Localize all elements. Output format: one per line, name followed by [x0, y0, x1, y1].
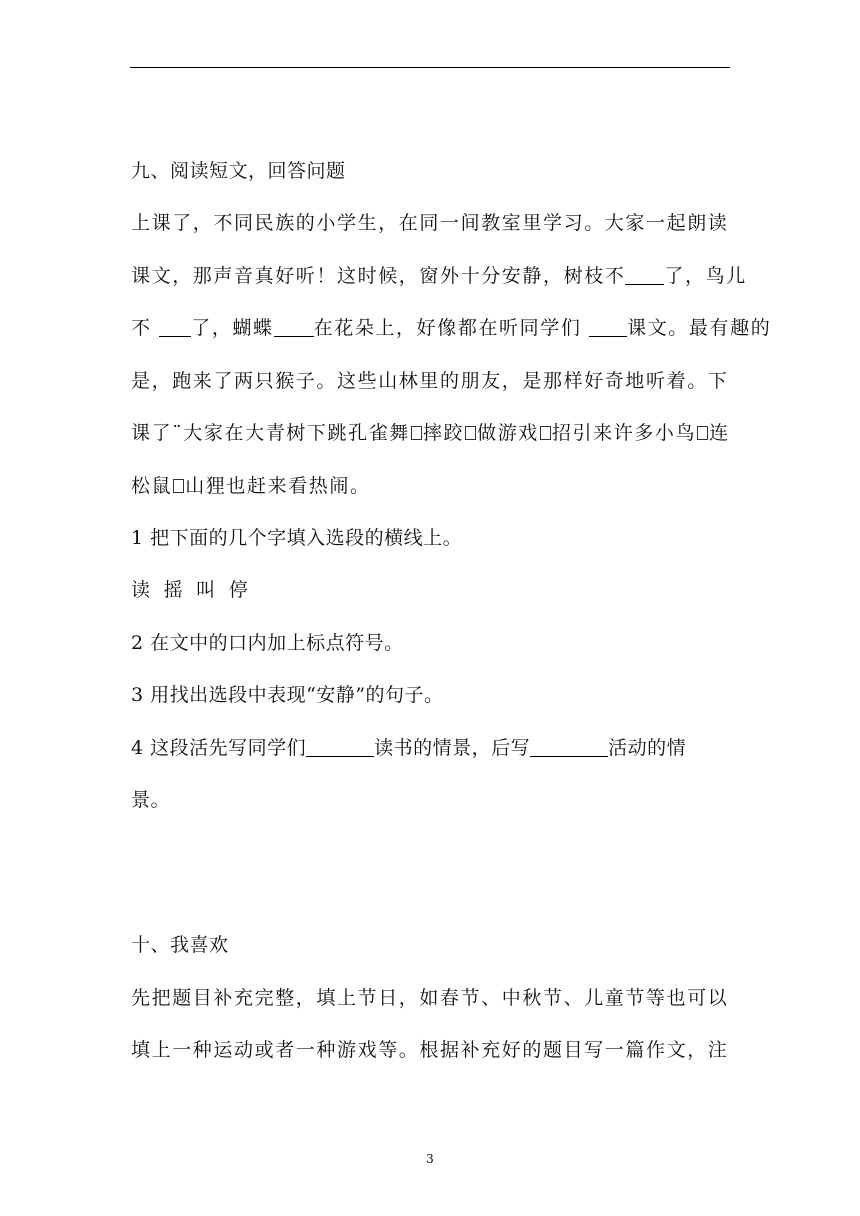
passage-text: 是，跑来了两只猴子。这些山林里的朋友，是那样好奇地听着。下 [131, 370, 729, 392]
passage-text: 连 [709, 422, 730, 444]
punctuation-box[interactable] [465, 426, 476, 440]
question-4 [131, 736, 686, 760]
passage-text: 不 [131, 317, 152, 339]
passage-line-2 [131, 264, 747, 288]
page-number: 3 [426, 1152, 434, 1166]
passage-line-5 [131, 421, 730, 445]
prompt-line-2: 填上一种运动或者一种游戏等。根据补充好的题目写一篇作文，注 [131, 1039, 729, 1061]
fill-blank-1[interactable] [625, 266, 664, 285]
passage-text: 了，蝴蝶 [191, 317, 274, 339]
passage-text: 课文，那声音真好听！这时候，窗外十分安静，树枝不 [131, 265, 626, 287]
section-10-heading: 十、我喜欢 [131, 934, 229, 956]
question-2: 2 在文中的口内加上标点符号。 [131, 632, 404, 654]
question-text: 4 这段活先写同学们 [131, 737, 307, 759]
word-list: 读 摇 叫 停 [131, 579, 249, 601]
fill-blank-4[interactable] [589, 318, 627, 337]
passage-text: 了，鸟儿 [664, 265, 747, 287]
passage-text: 课文。最有趣的 [627, 317, 772, 339]
passage-line-1 [131, 211, 728, 235]
section-9-heading: 九、阅读短文，回答问题 [131, 160, 346, 182]
question-1: 1 把下面的几个字填入选段的横线上。 [131, 527, 463, 549]
header-rule [130, 67, 730, 68]
passage-text: 松鼠 [131, 475, 173, 497]
prompt-line-1: 先把题目补充完整，填上节日，如春节、中秋节、儿童节等也可以 [131, 987, 729, 1009]
passage-line-6 [131, 474, 371, 498]
answer-blank-2[interactable] [530, 738, 608, 757]
punctuation-box[interactable] [411, 426, 422, 440]
passage-text: 摔跤 [422, 422, 465, 444]
passage-text: 上课了，不同民族的小学生，在同一间教室里学习。大家一起朗读 [131, 212, 729, 234]
passage-text: 在花朵上，好像都在听同学们 [313, 317, 582, 339]
punctuation-box[interactable] [697, 426, 708, 440]
question-text: 活动的情 [608, 737, 687, 759]
passage-line-3 [131, 316, 771, 340]
answer-blank-1[interactable] [306, 738, 374, 757]
question-3: 3 用找出选段中表现“安静”的句子。 [131, 684, 444, 706]
question-4-continued: 景。 [131, 789, 171, 811]
punctuation-box[interactable] [540, 426, 551, 440]
question-text: 读书的情景，后写 [374, 737, 531, 759]
passage-text: 招引来许多小鸟 [551, 422, 697, 444]
passage-text: 做游戏 [477, 422, 539, 444]
punctuation-box[interactable] [173, 479, 184, 493]
passage-text: 课了¨大家在大青树下跳孔雀舞 [131, 422, 410, 444]
passage-line-4 [131, 369, 728, 393]
fill-blank-3[interactable] [274, 318, 314, 337]
passage-text: 山狸也赶来看热闹。 [185, 475, 371, 497]
fill-blank-2[interactable] [159, 318, 191, 337]
